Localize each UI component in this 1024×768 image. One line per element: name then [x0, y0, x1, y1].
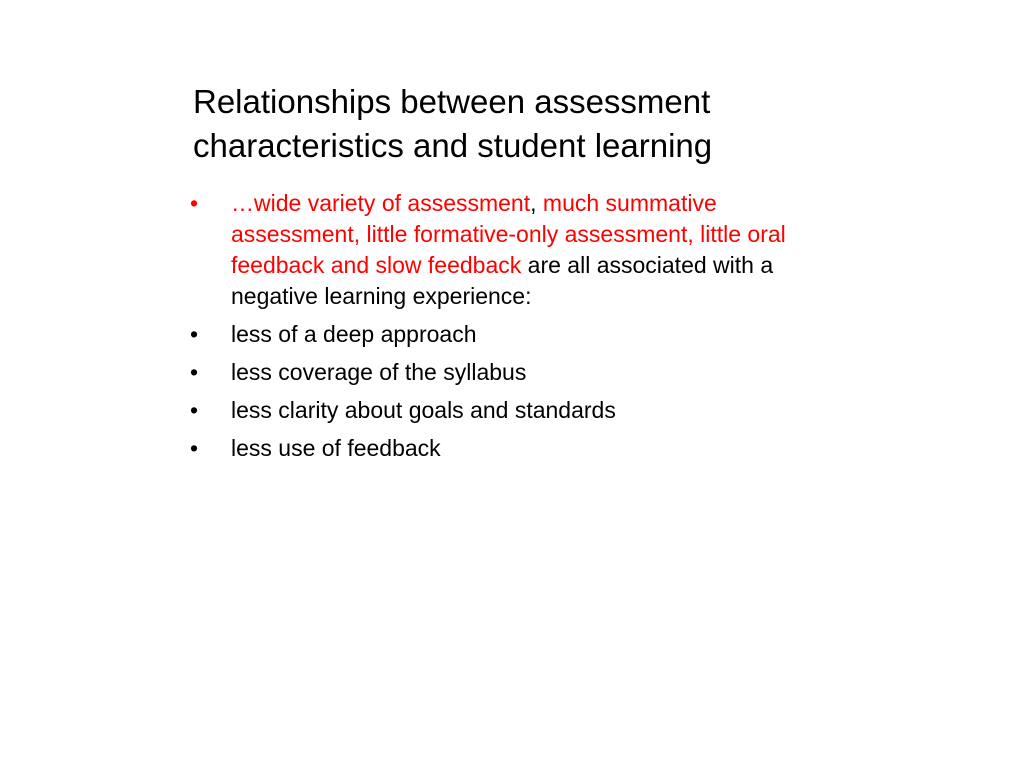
- bullet-marker: •: [190, 397, 199, 423]
- bullet-list: [190, 188, 930, 471]
- text-segment: feedback and slow feedback: [231, 252, 522, 278]
- text-segment: much summative: [542, 190, 717, 216]
- bullet-text: [231, 188, 930, 312]
- bullet-marker: •: [190, 359, 199, 385]
- bullet-text: less clarity about goals and standards: [231, 397, 616, 423]
- text-segment: assessment, little formative-only assessment, little oral: [231, 221, 786, 247]
- bullet-item-4: [190, 395, 930, 426]
- bullet-line: [231, 219, 930, 250]
- slide-title-line-2: characteristics and student learning: [193, 127, 713, 164]
- text-segment: …wide variety of assessment: [231, 190, 531, 216]
- text-segment: are all associated with a: [521, 252, 774, 278]
- slide-title: [193, 80, 893, 168]
- bullet-marker: •: [190, 190, 199, 216]
- bullet-marker: •: [190, 321, 199, 347]
- bullet-line: [231, 250, 930, 281]
- text-segment: negative learning experience:: [231, 283, 532, 309]
- bullet-item-3: [190, 357, 930, 388]
- bullet-text: less use of feedback: [231, 435, 441, 461]
- bullet-text: less of a deep approach: [231, 321, 477, 347]
- bullet-text: less coverage of the syllabus: [231, 359, 527, 385]
- text-segment: ,: [530, 190, 543, 216]
- bullet-item-2: [190, 319, 930, 350]
- bullet-item-1: [190, 188, 930, 312]
- bullet-line: [231, 281, 930, 312]
- bullet-item-5: [190, 433, 930, 464]
- slide-title-line-1: Relationships between assessment: [193, 83, 711, 120]
- bullet-marker: •: [190, 435, 199, 461]
- bullet-line: [231, 188, 930, 219]
